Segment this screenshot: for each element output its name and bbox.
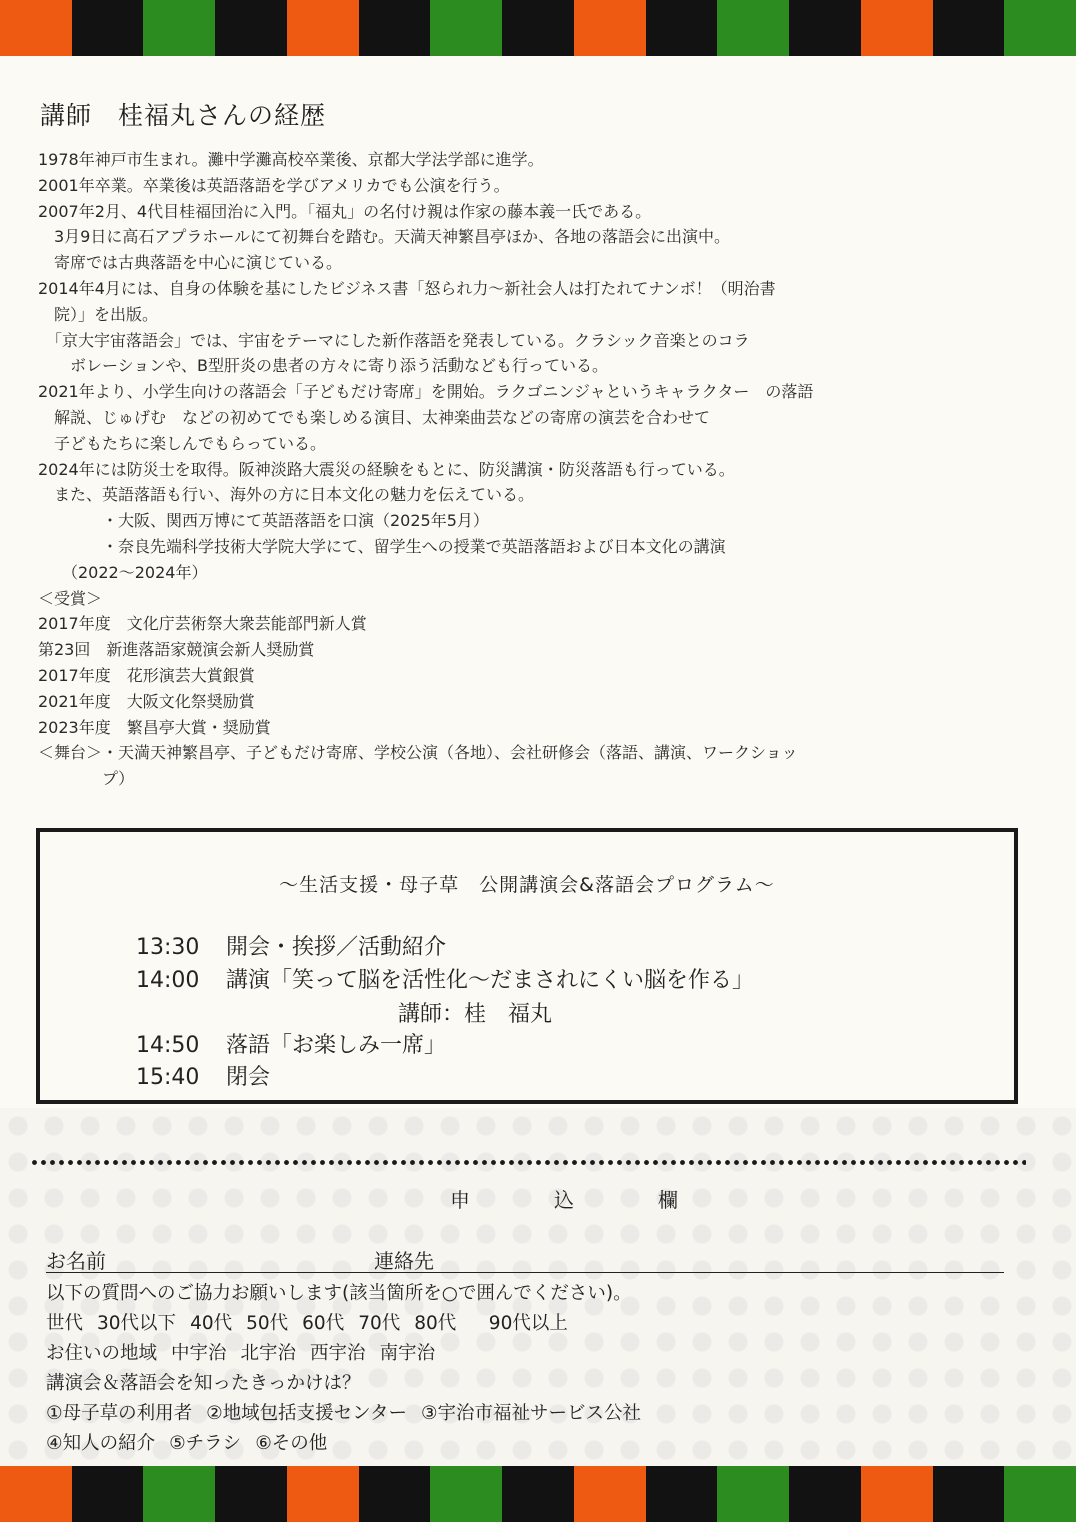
stripe-segment [646, 0, 718, 56]
stripe-segment [215, 1466, 287, 1522]
area-option[interactable]: 南宇治 [379, 1343, 436, 1364]
stripe-segment [502, 1466, 574, 1522]
program-time: 14:50 [136, 1033, 200, 1058]
age-option[interactable]: 30代以下 [97, 1313, 177, 1334]
stripe-segment [287, 0, 359, 56]
stripe-segment [502, 0, 574, 56]
program-item [136, 1028, 446, 1059]
area-label: お住いの地域 [46, 1343, 158, 1364]
program-text: 講演「笑って脳を活性化～だまされにくい脳を作る」 [226, 968, 755, 993]
trigger-option[interactable]: ①母子草の利用者 [46, 1403, 193, 1424]
contact-label: 連絡先 [374, 1249, 434, 1273]
age-option[interactable]: 60代 [302, 1313, 345, 1334]
bio-line: ＜舞台＞・天満天神繁昌亭、子どもだけ寄席、学校公演（各地）、会社研修会（落語、講演、ワークショッ [38, 743, 798, 763]
age-option[interactable]: 80代 [414, 1313, 457, 1334]
stripe-segment [574, 1466, 646, 1522]
stripe-segment [359, 0, 431, 56]
bio-line: 解説、じゅげむ などの初めてでも楽しめる演目、太神楽曲芸などの寄席の演芸を合わせて [38, 407, 711, 427]
biography-text [38, 147, 998, 792]
area-option[interactable]: 中宇治 [171, 1343, 227, 1364]
bio-line: 2021年より、小学生向けの落語会「子どもだけ寄席」を開始。ラクゴニンジャというキャラクター の落語 [38, 382, 814, 402]
stripe-segment [789, 0, 861, 56]
name-label: お名前 [46, 1249, 106, 1273]
application-title [450, 1184, 762, 1213]
stripe-segment [0, 0, 72, 56]
trigger-option[interactable]: ⑥その他 [255, 1433, 328, 1454]
stripe-segment [574, 0, 646, 56]
stripe-segment [1004, 1466, 1076, 1522]
bio-line: プ） [38, 769, 135, 789]
stripe-segment [143, 1466, 215, 1522]
bio-line: （2022～2024年） [38, 562, 208, 582]
bio-line: また、英語落語も行い、海外の方に日本文化の魅力を伝えている。 [38, 485, 535, 505]
stripe-segment [861, 0, 933, 56]
application-title-char: 申 [450, 1188, 470, 1212]
program-item [136, 1060, 270, 1091]
page-title: 講師 桂福丸さんの経歴 [40, 101, 327, 130]
stripe-segment [430, 0, 502, 56]
stripe-segment [933, 0, 1005, 56]
age-option[interactable]: 50代 [246, 1313, 289, 1334]
stripe-segment [287, 1466, 359, 1522]
stripe-segment [215, 0, 287, 56]
application-title-char: 欄 [658, 1188, 678, 1212]
program-title: ～生活支援・母子草 公開講演会&落語会プログラム～ [279, 874, 775, 896]
program-time: 15:40 [136, 1065, 200, 1090]
trigger-option[interactable]: ④知人の紹介 [46, 1433, 156, 1454]
program-item [136, 930, 446, 961]
bio-line: 2007年2月、4代目桂福団治に入門。「福丸」の名付け親は作家の藤本義一氏である。 [38, 201, 652, 221]
program-time: 13:30 [136, 935, 200, 960]
name-contact-field[interactable] [46, 1244, 1004, 1273]
survey-intro: 以下の質問へのご協力お願いします(該当箇所を○で囲んでください)。 [46, 1283, 632, 1304]
bio-line: 3月9日に高石アプラホールにて初舞台を踏む。天満天神繁昌亭ほか、各地の落語会に出演中。 [38, 227, 731, 247]
program-item [136, 963, 754, 994]
bio-line: 「京大宇宙落語会」では、宇宙をテーマにした新作落語を発表している。クラシック音楽とのコラ [38, 330, 750, 350]
trigger-options-row [46, 1399, 655, 1425]
stripe-segment [72, 1466, 144, 1522]
bio-line: 2021年度 大阪文化祭奨励賞 [38, 691, 255, 711]
area-option[interactable]: 北宇治 [240, 1343, 297, 1364]
stripe-segment [717, 0, 789, 56]
stripe-segment [143, 0, 215, 56]
bio-line: 1978年神戸市生まれ。灘中学灘高校卒業後、京都大学法学部に進学。 [38, 150, 544, 169]
program-time: 14:00 [136, 968, 200, 993]
bio-line: 2001年卒業。卒業後は英語落語を学びアメリカでも公演を行う。 [38, 175, 510, 195]
trigger-option[interactable]: ③宇治市福祉サービス公社 [420, 1403, 642, 1424]
stripe-segment [933, 1466, 1005, 1522]
bio-line: 2023年度 繁昌亭大賞・奨励賞 [38, 717, 271, 737]
stripe-segment [717, 1466, 789, 1522]
area-question [46, 1339, 449, 1365]
cut-line-divider [30, 1160, 1026, 1165]
application-title-char: 込 [554, 1188, 574, 1212]
bio-line: ・大阪、関西万博にて英語落語を口演（2025年5月） [38, 511, 489, 531]
stripe-segment [1004, 0, 1076, 56]
trigger-question: 講演会＆落語会を知ったきっかけは？ [46, 1373, 361, 1394]
bio-line: 2017年度 文化庁芸術祭大衆芸能部門新人賞 [38, 614, 367, 634]
program-text: 閉会 [226, 1065, 271, 1090]
bio-line: 寄席では古典落語を中心に演じている。 [38, 253, 343, 273]
bio-line: ・奈良先端科学技術大学院大学にて、留学生への授業で英語落語および日本文化の講演 [38, 536, 726, 556]
stripe-segment [0, 1466, 72, 1522]
age-question [46, 1309, 582, 1335]
stripe-segment [646, 1466, 718, 1522]
bio-line: 2024年には防災士を取得。阪神淡路大震災の経験をもとに、防災講演・防災落語も行っている。 [38, 459, 735, 479]
age-option[interactable]: 90代以上 [470, 1313, 568, 1334]
stripe-segment [359, 1466, 431, 1522]
age-label: 世代 [46, 1313, 84, 1334]
bio-line: 子どもたちに楽しんでもらっている。 [38, 433, 327, 453]
trigger-option[interactable]: ②地域包括支援センター [206, 1403, 407, 1424]
bio-line: 2017年度 花形演芸大賞銀賞 [38, 665, 255, 685]
bio-line: 2014年4月には、自身の体験を基にしたビジネス書「怒られ力～新社会人は打たれてナンボ！（明治書 [38, 278, 776, 298]
age-option[interactable]: 70代 [358, 1313, 401, 1334]
bottom-stripe-border [0, 1466, 1076, 1522]
age-option[interactable]: 40代 [190, 1313, 233, 1334]
stripe-segment [430, 1466, 502, 1522]
stripe-segment [789, 1466, 861, 1522]
area-option[interactable]: 西宇治 [310, 1343, 366, 1364]
top-stripe-border [0, 0, 1076, 56]
bio-line: ボレーションや、B型肝炎の患者の方々に寄り添う活動なども行っている。 [38, 356, 609, 376]
trigger-options-row [46, 1429, 341, 1455]
program-lecturer: 講師：桂 福丸 [398, 1002, 553, 1027]
bio-line: ＜受賞＞ [38, 588, 103, 608]
stripe-segment [861, 1466, 933, 1522]
program-text: 開会・挨拶／活動紹介 [226, 935, 447, 960]
program-box [36, 828, 1018, 1104]
stripe-segment [72, 0, 144, 56]
program-text: 落語「お楽しみ一席」 [226, 1033, 447, 1058]
trigger-option[interactable]: ⑤チラシ [169, 1433, 242, 1454]
bio-line: 院）」を出版。 [38, 304, 159, 324]
bio-line: 第23回 新進落語家競演会新人奨励賞 [38, 640, 315, 660]
